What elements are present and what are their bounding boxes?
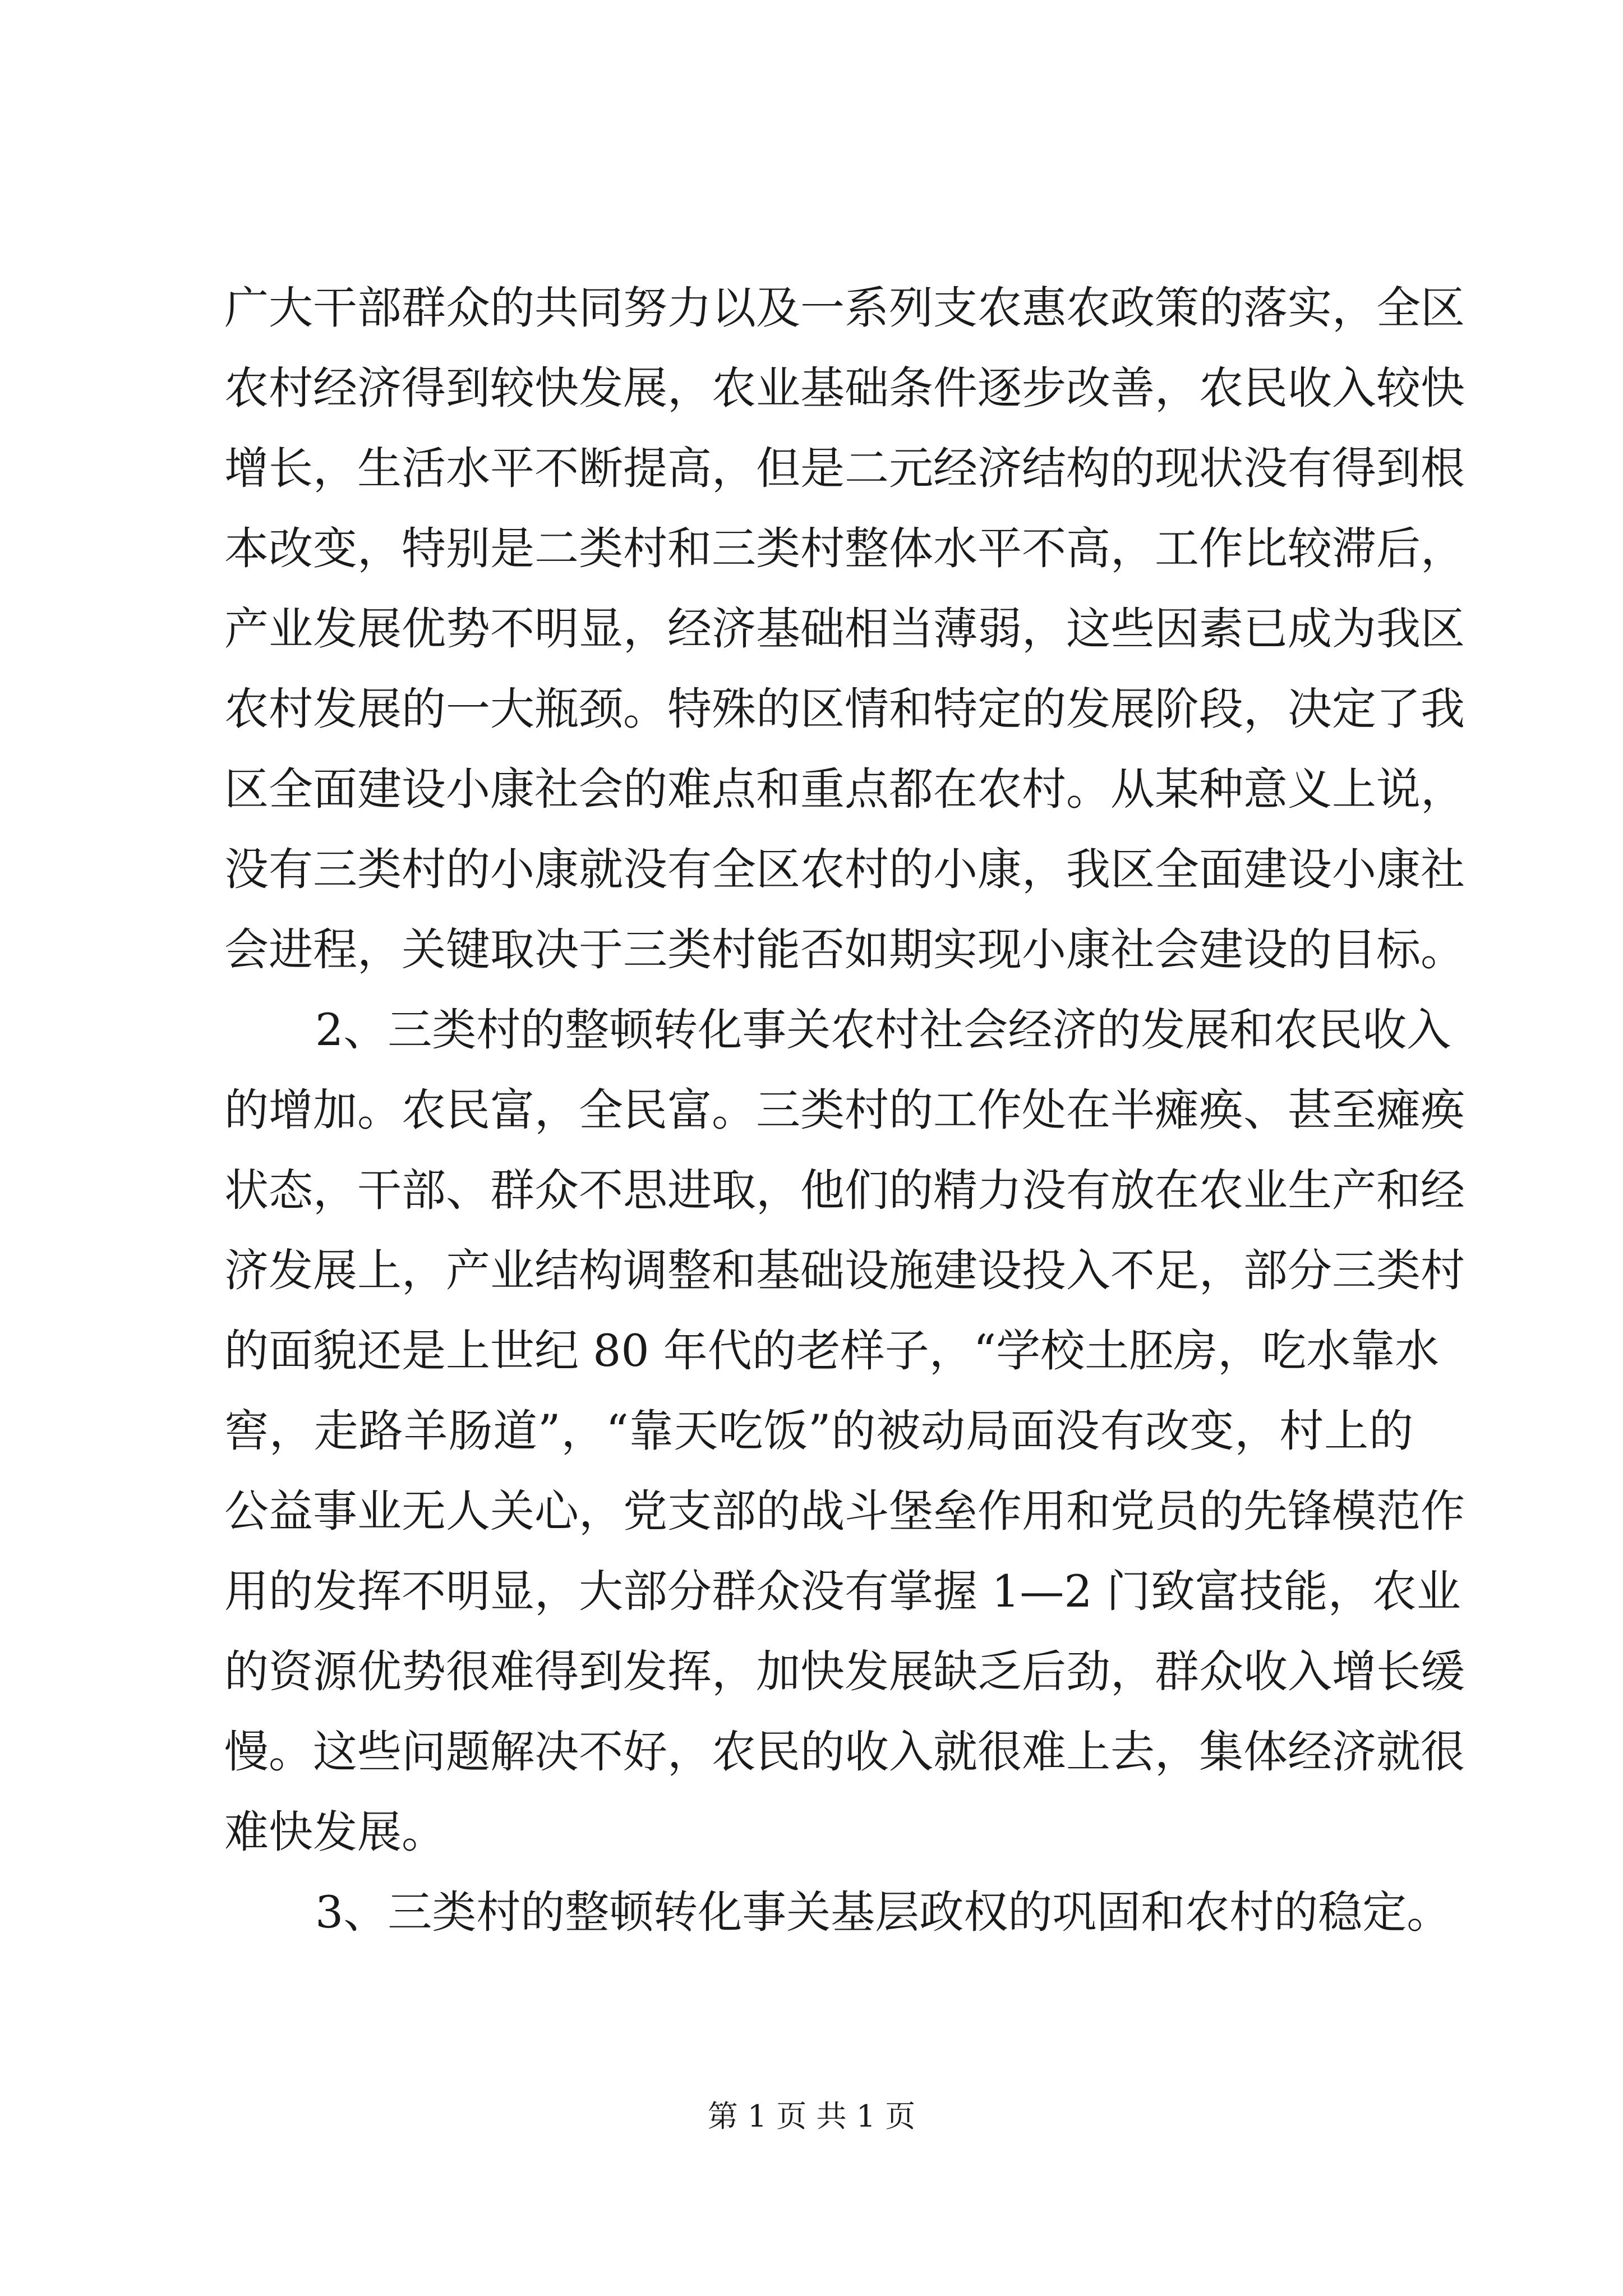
paragraph-2	[224, 990, 1465, 1872]
text-line: 产业发展优势不明显，经济基础相当薄弱，这些因素已成为我区	[224, 603, 1465, 655]
paragraph-1	[224, 268, 1465, 990]
text-line: 没有三类村的小康就没有全区农村的小康，我区全面建设小康社	[224, 844, 1465, 895]
text-line: 慢。这些问题解决不好，农民的收入就很难上去，集体经济就很	[224, 1726, 1465, 1778]
text-line: 2、三类村的整顿转化事关农村社会经济的发展和农民收入	[315, 1004, 1451, 1056]
text-line: 广大干部群众的共同努力以及一系列支农惠农政策的落实，全区	[224, 282, 1465, 334]
text-line: 公益事业无人关心，党支部的战斗堡垒作用和党员的先锋模范作	[224, 1485, 1465, 1537]
page-number-label: 第 1 页 共 1 页	[707, 2099, 916, 2134]
paragraph-3	[224, 1872, 1451, 1953]
text-line: 状态，干部、群众不思进取，他们的精力没有放在农业生产和经	[224, 1165, 1465, 1216]
text-line: 农村经济得到较快发展，农业基础条件逐步改善，农民收入较快	[224, 362, 1465, 414]
text-line: 窖，走路羊肠道”，“靠天吃饭”的被动局面没有改变，村上的	[224, 1405, 1413, 1457]
text-line: 农村发展的一大瓶颈。特殊的区情和特定的发展阶段，决定了我	[224, 683, 1465, 735]
text-line: 的面貌还是上世纪 80 年代的老样子，“学校土胚房，吃水靠水	[224, 1325, 1440, 1377]
text-line: 济发展上，产业结构调整和基础设施建设投入不足，部分三类村	[224, 1245, 1465, 1296]
document-body	[224, 268, 1465, 1953]
text-line: 的增加。农民富，全民富。三类村的工作处在半瘫痪、甚至瘫痪	[224, 1084, 1465, 1136]
text-line: 区全面建设小康社会的难点和重点都在农村。从某种意义上说，	[224, 763, 1465, 815]
page-footer	[0, 2097, 1623, 2136]
text-line: 本改变，特别是二类村和三类村整体水平不高，工作比较滞后，	[224, 523, 1465, 574]
text-line: 会进程，关键取决于三类村能否如期实现小康社会建设的目标。	[224, 924, 1465, 976]
text-line: 增长，生活水平不断提高，但是二元经济结构的现状没有得到根	[224, 443, 1465, 494]
text-line: 3、三类村的整顿转化事关基层政权的巩固和农村的稳定。	[315, 1887, 1451, 1938]
text-line: 的资源优势很难得到发挥，加快发展缺乏后劲，群众收入增长缓	[224, 1646, 1465, 1697]
text-line: 用的发挥不明显，大部分群众没有掌握 1—2 门致富技能，农业	[224, 1566, 1461, 1617]
text-line: 难快发展。	[224, 1806, 446, 1858]
